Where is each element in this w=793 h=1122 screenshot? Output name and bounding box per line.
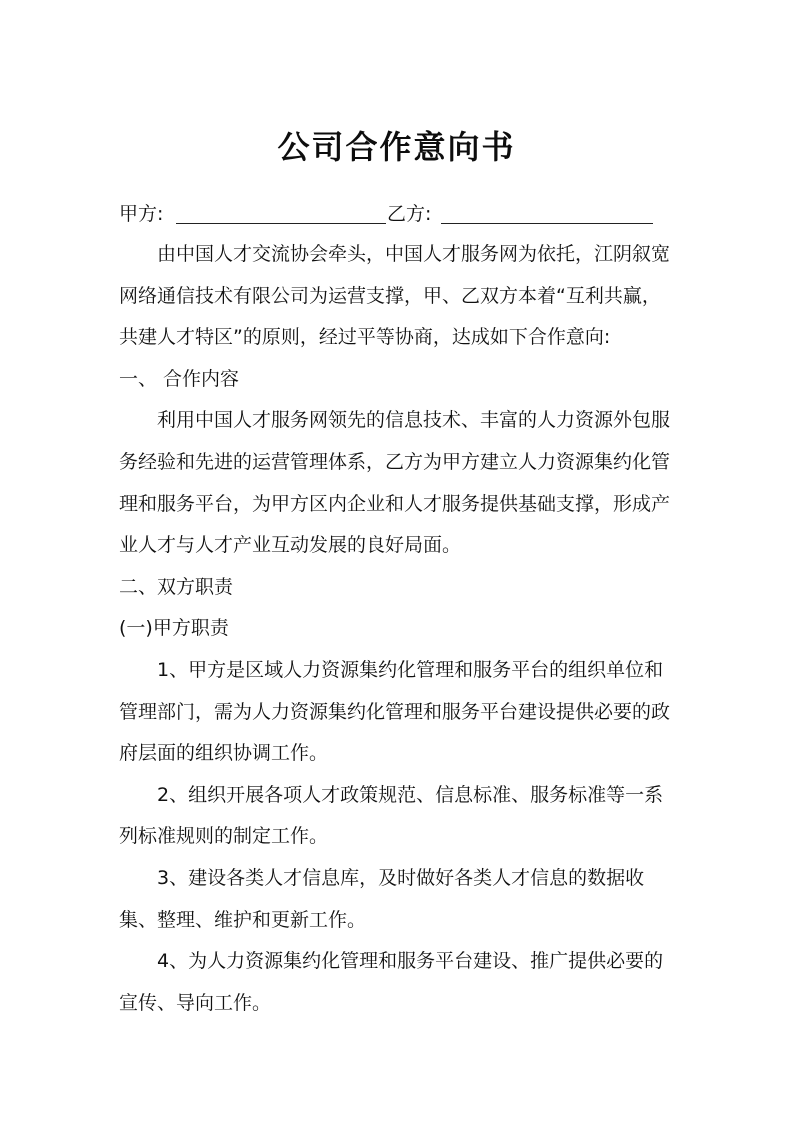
document-title: 公司合作意向书	[277, 128, 516, 166]
party-b-blank	[441, 223, 653, 224]
document-body	[119, 234, 677, 1024]
paragraph-intro: 由中国人才交流协会牵头，中国人才服务网为依托，江阴叙宽网络通信技术有限公司为运营支撑，甲、乙双方本着“互利共赢，共建人才特区”的原则，经过平等协商，达成如下合作意向:	[119, 243, 671, 349]
paragraph-duty-1: 1、甲方是区域人力资源集约化管理和服务平台的组织单位和管理部门，需为人力资源集约化管理和服务平台建设提供必要的政府层面的组织协调工作。	[119, 658, 671, 765]
party-a-label: 甲方:	[119, 203, 164, 225]
section-heading-2: 二、双方职责	[119, 575, 234, 598]
paragraph-duty-4: 4、为人力资源集约化管理和服务平台建设、推广提供必要的宣传、导向工作。	[119, 950, 664, 1014]
party-b-label: 乙方:	[387, 203, 432, 225]
subsection-heading-party-a: (一)甲方职责	[119, 617, 229, 640]
paragraph-duty-3: 3、建设各类人才信息库，及时做好各类人才信息的数据收集、整理、维护和更新工作。	[119, 866, 645, 931]
party-a-blank	[176, 223, 386, 224]
paragraph-duty-2: 2、组织开展各项人才政策规范、信息标准、服务标准等一系列标准规则的制定工作。	[119, 783, 664, 848]
party-line	[119, 193, 679, 233]
paragraph-cooperation-content: 利用中国人才服务网领先的信息技术、丰富的人力资源外包服务经验和先进的运营管理体系，乙方为甲方建立人力资源集约化管理和服务平台，为甲方区内企业和人才服务提供基础支撑，形成产业人才与人才产业互动发展的良好局面。	[119, 409, 671, 557]
section-heading-1: 一、 合作内容	[119, 367, 240, 390]
